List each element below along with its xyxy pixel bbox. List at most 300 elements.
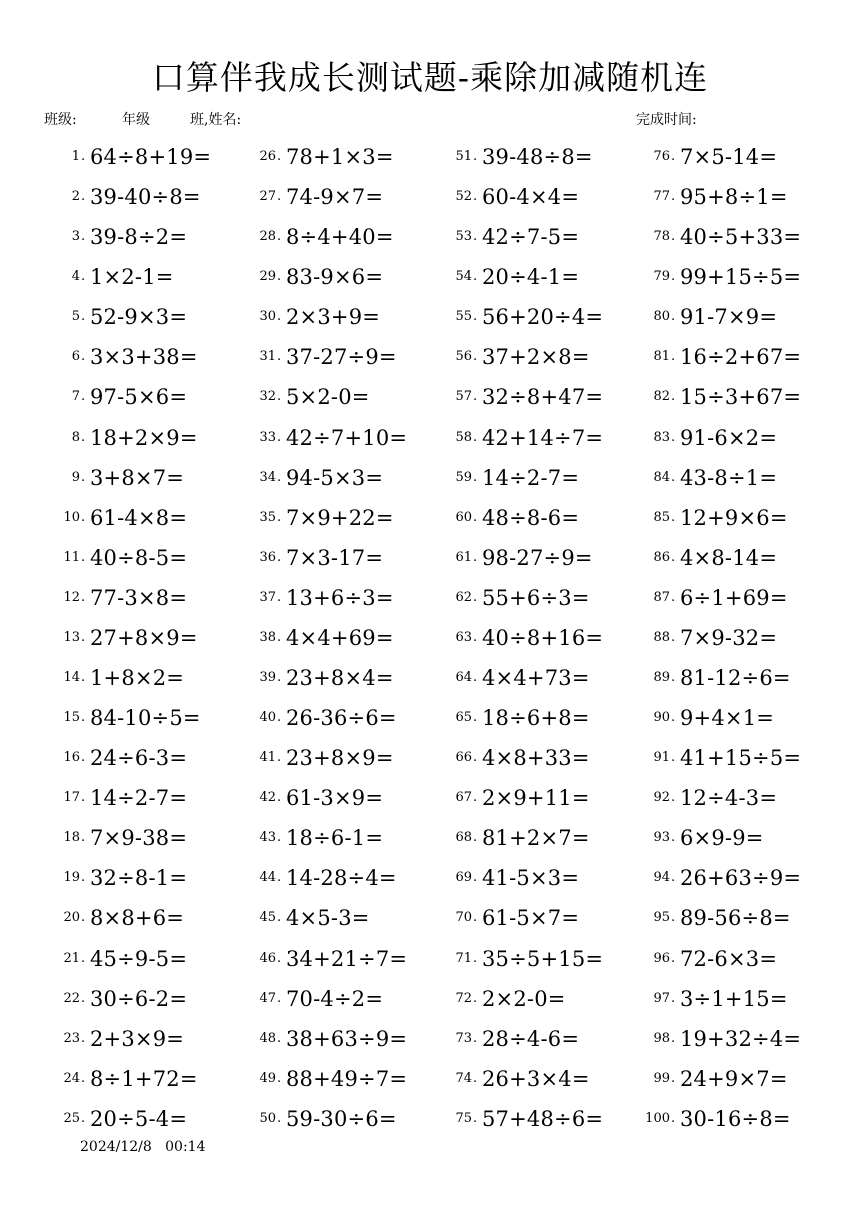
problem-number: 19 (63, 870, 80, 886)
problem-expression: 30-16÷8= (680, 1106, 791, 1131)
problem-expression: 41-5×3= (482, 866, 580, 891)
page-title: 口算伴我成长测试题-乘除加减随机连 (151, 58, 709, 97)
problem-expression: 6×9-9= (680, 826, 764, 851)
problem-number: 14 (63, 670, 80, 686)
problem-number-dot: . (671, 349, 676, 365)
problem-number: 86 (653, 549, 670, 565)
problem-expression: 26+63÷9= (680, 866, 802, 891)
problem-expression: 4×8+33= (482, 746, 590, 771)
grade-label: 年级 (122, 112, 150, 128)
problem-expression: 34+21÷7= (286, 946, 408, 971)
problem-number-dot: . (277, 830, 282, 846)
problem-number-dot: . (473, 389, 478, 405)
problem-number-dot: . (277, 469, 282, 485)
problem-expression: 52-9×3= (90, 305, 188, 330)
problem-number-dot: . (671, 1030, 676, 1046)
problem-number: 1 (71, 149, 80, 164)
problem-expression: 18÷6+8= (482, 706, 590, 731)
problem-expression: 28÷4-6= (482, 1026, 580, 1051)
problem-expression: 27+8×9= (90, 625, 198, 650)
problem-number: 3 (71, 229, 80, 245)
problem-expression: 24+9×7= (680, 1066, 788, 1091)
problem-number-dot: . (277, 229, 282, 245)
problem-expression: 37-27÷9= (286, 345, 397, 370)
problem-expression: 40÷8+16= (482, 625, 604, 650)
problem-number: 29 (259, 269, 276, 285)
problem-number-dot: . (277, 189, 282, 205)
problem-expression: 18÷6-1= (286, 826, 384, 851)
problem-expression: 4×4+69= (286, 625, 394, 650)
problem-number: 26 (259, 149, 276, 164)
class-label: 班级: (44, 112, 77, 128)
problem-number-dot: . (473, 950, 478, 966)
problem-number-dot: . (671, 229, 676, 245)
problem-number: 57 (455, 389, 472, 405)
problem-number-dot: . (81, 1110, 86, 1126)
problem-number-dot: . (277, 149, 282, 164)
problem-expression: 23+8×4= (286, 666, 394, 691)
problem-expression: 3+8×7= (90, 465, 185, 490)
problem-number-dot: . (81, 910, 86, 926)
problem-expression: 56+20÷4= (482, 305, 604, 330)
problem-number-dot: . (473, 670, 478, 686)
problem-number: 15 (63, 710, 80, 726)
problem-expression: 5×2-0= (286, 385, 370, 410)
problem-number-dot: . (473, 269, 478, 285)
problem-number: 80 (653, 309, 670, 325)
problem-number-dot: . (277, 910, 282, 926)
problem-number-dot: . (277, 950, 282, 966)
problem-expression: 14÷2-7= (482, 465, 580, 490)
problem-number: 42 (259, 790, 276, 806)
problem-expression: 30÷6-2= (90, 986, 188, 1011)
problem-number-dot: . (671, 629, 676, 645)
problem-number: 92 (653, 790, 670, 806)
problem-number-dot: . (473, 870, 478, 886)
problem-number-dot: . (81, 149, 86, 164)
problem-number: 98 (653, 1030, 670, 1046)
problem-number-dot: . (277, 629, 282, 645)
problem-number-dot: . (473, 149, 478, 164)
problem-number: 30 (259, 309, 276, 325)
problem-number: 2 (71, 189, 80, 205)
problem-expression: 32÷8+47= (482, 385, 604, 410)
problem-number: 40 (259, 710, 276, 726)
problem-number-dot: . (277, 790, 282, 806)
problem-number-dot: . (277, 589, 282, 605)
problem-expression: 2+3×9= (90, 1026, 185, 1051)
problem-number: 41 (259, 750, 276, 766)
problem-number-dot: . (473, 750, 478, 766)
problem-number-dot: . (473, 830, 478, 846)
problem-number-dot: . (671, 750, 676, 766)
problem-number: 82 (653, 389, 670, 405)
problem-expression: 9+4×1= (680, 706, 775, 731)
problem-number: 17 (63, 790, 80, 806)
problem-number-dot: . (671, 1070, 676, 1086)
problem-expression: 42÷7+10= (286, 425, 408, 450)
problem-expression: 41+15÷5= (680, 746, 802, 771)
problem-expression: 91-6×2= (680, 425, 778, 450)
problem-expression: 91-7×9= (680, 305, 778, 330)
problem-expression: 95+8÷1= (680, 185, 788, 210)
problem-number: 38 (259, 629, 276, 645)
problem-number-dot: . (81, 950, 86, 966)
problem-number-dot: . (473, 229, 478, 245)
problem-expression: 7×3-17= (286, 545, 384, 570)
problem-number-dot: . (473, 349, 478, 365)
problem-number-dot: . (473, 990, 478, 1006)
problem-number: 16 (63, 750, 80, 766)
problem-number-dot: . (277, 309, 282, 325)
problem-number: 22 (63, 990, 80, 1006)
problem-number: 25 (63, 1110, 80, 1126)
problem-number-dot: . (671, 710, 676, 726)
problem-number-dot: . (277, 549, 282, 565)
problem-number: 7 (71, 389, 80, 405)
problem-number-dot: . (473, 910, 478, 926)
problem-number: 13 (63, 629, 80, 645)
problem-number-dot: . (81, 589, 86, 605)
problem-number: 52 (455, 189, 472, 205)
problem-expression: 7×9-32= (680, 625, 778, 650)
problem-number-dot: . (81, 549, 86, 565)
problem-expression: 35÷5+15= (482, 946, 604, 971)
problem-number: 20 (63, 910, 80, 926)
problem-expression: 7×5-14= (680, 145, 778, 169)
problem-number-dot: . (81, 990, 86, 1006)
problem-number: 81 (653, 349, 670, 365)
problem-number-dot: . (473, 189, 478, 205)
problem-number-dot: . (473, 309, 478, 325)
problem-number: 49 (259, 1070, 276, 1086)
problem-number-dot: . (277, 269, 282, 285)
problem-expression: 1×2-1= (90, 265, 174, 290)
problem-number-dot: . (473, 589, 478, 605)
problem-number: 61 (455, 549, 472, 565)
problem-expression: 19+32÷4= (680, 1026, 802, 1051)
problem-number: 45 (259, 910, 276, 926)
problem-number-dot: . (81, 710, 86, 726)
problem-number: 60 (455, 509, 472, 525)
problem-number: 54 (455, 269, 472, 285)
problem-number: 6 (71, 349, 80, 365)
problem-number: 48 (259, 1030, 276, 1046)
problem-expression: 12+9×6= (680, 505, 788, 530)
problem-number: 70 (455, 910, 472, 926)
problem-number: 47 (259, 990, 276, 1006)
problem-expression: 78+1×3= (286, 145, 394, 169)
problem-number: 99 (653, 1070, 670, 1086)
problem-expression: 4×8-14= (680, 545, 778, 570)
problem-expression: 89-56÷8= (680, 906, 791, 931)
problem-number-dot: . (671, 189, 676, 205)
problem-expression: 61-4×8= (90, 505, 188, 530)
problem-number: 23 (63, 1030, 80, 1046)
problem-number: 59 (455, 469, 472, 485)
print-timestamp: 2024/12/8 00:14 (80, 1139, 206, 1155)
problem-number: 67 (455, 790, 472, 806)
problem-number: 56 (455, 349, 472, 365)
problem-number: 89 (653, 670, 670, 686)
problem-number-dot: . (473, 790, 478, 806)
problem-number-dot: . (81, 1070, 86, 1086)
problem-number: 10 (63, 509, 80, 525)
problem-number: 72 (455, 990, 472, 1006)
problem-number: 74 (455, 1070, 472, 1086)
problem-expression: 4×4+73= (482, 666, 590, 691)
problem-number-dot: . (81, 189, 86, 205)
problem-number: 95 (653, 910, 670, 926)
problem-expression: 83-9×6= (286, 265, 384, 290)
problem-number: 9 (71, 469, 80, 485)
problem-expression: 1+8×2= (90, 666, 185, 691)
problem-expression: 88+49÷7= (286, 1066, 408, 1091)
problem-expression: 16÷2+67= (680, 345, 802, 370)
problem-expression: 2×3+9= (286, 305, 381, 330)
problem-number-dot: . (81, 229, 86, 245)
problem-number: 75 (455, 1110, 472, 1126)
problem-expression: 64÷8+19= (90, 145, 212, 169)
problem-number: 51 (455, 149, 472, 164)
problem-expression: 13+6÷3= (286, 585, 394, 610)
problem-expression: 3×3+38= (90, 345, 198, 370)
problem-number: 24 (63, 1070, 80, 1086)
problem-expression: 12÷4-3= (680, 786, 778, 811)
problem-number: 31 (259, 349, 276, 365)
problem-expression: 81+2×7= (482, 826, 590, 851)
problem-number: 8 (71, 429, 80, 445)
problem-number: 43 (259, 830, 276, 846)
problem-number-dot: . (81, 750, 86, 766)
problem-expression: 8÷4+40= (286, 225, 394, 250)
problem-expression: 42÷7-5= (482, 225, 580, 250)
problem-number: 33 (259, 429, 276, 445)
problem-expression: 40÷8-5= (90, 545, 188, 570)
problem-expression: 43-8÷1= (680, 465, 778, 490)
problem-expression: 97-5×6= (90, 385, 188, 410)
problem-number-dot: . (277, 710, 282, 726)
problem-number-dot: . (473, 1030, 478, 1046)
problem-number: 36 (259, 549, 276, 565)
problem-number-dot: . (671, 830, 676, 846)
name-label: 班,姓名: (190, 112, 242, 128)
problem-number-dot: . (671, 429, 676, 445)
problem-expression: 60-4×4= (482, 185, 580, 210)
problem-number: 84 (653, 469, 670, 485)
problem-number-dot: . (473, 1110, 478, 1126)
problem-number: 91 (653, 750, 670, 766)
problem-number-dot: . (81, 389, 86, 405)
problem-number-dot: . (473, 549, 478, 565)
problem-number-dot: . (671, 149, 676, 164)
problem-expression: 39-8÷2= (90, 225, 188, 250)
problem-number-dot: . (671, 269, 676, 285)
problem-expression: 45÷9-5= (90, 946, 188, 971)
problem-number: 97 (653, 990, 670, 1006)
problem-expression: 72-6×3= (680, 946, 778, 971)
problem-number-dot: . (473, 710, 478, 726)
problem-number: 77 (653, 189, 670, 205)
problem-expression: 94-5×3= (286, 465, 384, 490)
problem-number-dot: . (81, 629, 86, 645)
problem-number: 96 (653, 950, 670, 966)
problem-number: 87 (653, 589, 670, 605)
problem-number: 68 (455, 830, 472, 846)
problem-expression: 8×8+6= (90, 906, 185, 931)
problem-expression: 37+2×8= (482, 345, 590, 370)
problem-number-dot: . (81, 509, 86, 525)
problem-number: 85 (653, 509, 670, 525)
problem-number-dot: . (671, 990, 676, 1006)
problem-expression: 26+3×4= (482, 1066, 590, 1091)
problem-expression: 59-30÷6= (286, 1106, 397, 1131)
problem-expression: 14÷2-7= (90, 786, 188, 811)
problem-number-dot: . (671, 509, 676, 525)
problem-number: 28 (259, 229, 276, 245)
problem-expression: 61-3×9= (286, 786, 384, 811)
problem-number: 69 (455, 870, 472, 886)
problem-number: 58 (455, 429, 472, 445)
problem-number-dot: . (81, 429, 86, 445)
problem-expression: 57+48÷6= (482, 1106, 604, 1131)
problem-expression: 74-9×7= (286, 185, 384, 210)
problem-number: 76 (653, 149, 670, 164)
problem-number: 11 (63, 549, 80, 565)
problem-number: 46 (259, 950, 276, 966)
problem-expression: 61-5×7= (482, 906, 580, 931)
completion-time-label: 完成时间: (636, 112, 697, 128)
problem-number-dot: . (277, 670, 282, 686)
problem-number: 32 (259, 389, 276, 405)
problem-number-dot: . (473, 629, 478, 645)
problem-number-dot: . (671, 910, 676, 926)
problem-expression: 18+2×9= (90, 425, 198, 450)
problem-expression: 2×9+11= (482, 786, 590, 811)
problem-expression: 32÷8-1= (90, 866, 188, 891)
problem-number-dot: . (671, 549, 676, 565)
problem-number-dot: . (671, 790, 676, 806)
problem-expression: 26-36÷6= (286, 706, 397, 731)
problem-expression: 40÷5+33= (680, 225, 802, 250)
problem-number-dot: . (473, 509, 478, 525)
problem-number: 50 (259, 1110, 276, 1126)
problem-number: 55 (455, 309, 472, 325)
problem-number-dot: . (277, 509, 282, 525)
problem-number: 4 (71, 269, 80, 285)
problem-number-dot: . (277, 1070, 282, 1086)
problem-number: 21 (63, 950, 80, 966)
problem-number: 65 (455, 710, 472, 726)
problem-number-dot: . (671, 389, 676, 405)
problem-number-dot: . (473, 469, 478, 485)
problem-number-dot: . (277, 1030, 282, 1046)
problem-number-dot: . (277, 750, 282, 766)
problem-number: 18 (63, 830, 80, 846)
problem-expression: 20÷5-4= (90, 1106, 188, 1131)
problem-expression: 98-27÷9= (482, 545, 593, 570)
problem-expression: 7×9+22= (286, 505, 394, 530)
problem-number-dot: . (671, 1110, 676, 1126)
problem-number: 94 (653, 870, 670, 886)
problem-number: 79 (653, 269, 670, 285)
problem-number: 73 (455, 1030, 472, 1046)
problem-number: 90 (653, 710, 670, 726)
problem-number: 5 (71, 309, 80, 325)
problem-number-dot: . (81, 349, 86, 365)
problem-number: 37 (259, 589, 276, 605)
problem-number: 39 (259, 670, 276, 686)
problem-expression: 15÷3+67= (680, 385, 802, 410)
problem-number-dot: . (81, 1030, 86, 1046)
problem-expression: 3÷1+15= (680, 986, 788, 1011)
problem-number: 100 (645, 1110, 670, 1126)
problem-number-dot: . (277, 1110, 282, 1126)
problem-number-dot: . (277, 429, 282, 445)
problem-number-dot: . (671, 589, 676, 605)
problem-expression: 8÷1+72= (90, 1066, 198, 1091)
problem-expression: 48÷8-6= (482, 505, 580, 530)
problem-expression: 42+14÷7= (482, 425, 604, 450)
problem-number-dot: . (81, 870, 86, 886)
problem-number-dot: . (671, 309, 676, 325)
problem-number: 93 (653, 830, 670, 846)
problem-number-dot: . (277, 990, 282, 1006)
problem-expression: 2×2-0= (482, 986, 566, 1011)
problem-number-dot: . (671, 670, 676, 686)
problem-number: 78 (653, 229, 670, 245)
problem-expression: 4×5-3= (286, 906, 370, 931)
problem-number: 66 (455, 750, 472, 766)
problem-number-dot: . (473, 1070, 478, 1086)
problem-expression: 99+15÷5= (680, 265, 802, 290)
problem-expression: 39-40÷8= (90, 185, 201, 210)
problem-number-dot: . (671, 870, 676, 886)
problem-expression: 24÷6-3= (90, 746, 188, 771)
problem-number-dot: . (277, 870, 282, 886)
problem-expression: 55+6÷3= (482, 585, 590, 610)
problem-number-dot: . (81, 670, 86, 686)
problem-number-dot: . (277, 349, 282, 365)
problem-expression: 20÷4-1= (482, 265, 580, 290)
problem-expression: 39-48÷8= (482, 145, 593, 169)
problem-number-dot: . (81, 830, 86, 846)
problem-number: 64 (455, 670, 472, 686)
problem-number: 63 (455, 629, 472, 645)
problem-number: 71 (455, 950, 472, 966)
student-info-row (0, 109, 860, 131)
problem-expression: 77-3×8= (90, 585, 188, 610)
problem-number: 83 (653, 429, 670, 445)
problem-number: 62 (455, 589, 472, 605)
problem-number: 34 (259, 469, 276, 485)
problem-expression: 7×9-38= (90, 826, 188, 851)
problem-number-dot: . (81, 469, 86, 485)
problem-expression: 14-28÷4= (286, 866, 397, 891)
problem-number-dot: . (671, 469, 676, 485)
problem-number: 27 (259, 189, 276, 205)
problem-number-dot: . (81, 269, 86, 285)
problem-number: 44 (259, 870, 276, 886)
problem-expression: 6÷1+69= (680, 585, 788, 610)
problem-number-dot: . (671, 950, 676, 966)
problem-number-dot: . (81, 790, 86, 806)
problem-number: 88 (653, 629, 670, 645)
problem-number-dot: . (277, 389, 282, 405)
problem-number-dot: . (473, 429, 478, 445)
problem-number: 53 (455, 229, 472, 245)
problem-expression: 38+63÷9= (286, 1026, 408, 1051)
